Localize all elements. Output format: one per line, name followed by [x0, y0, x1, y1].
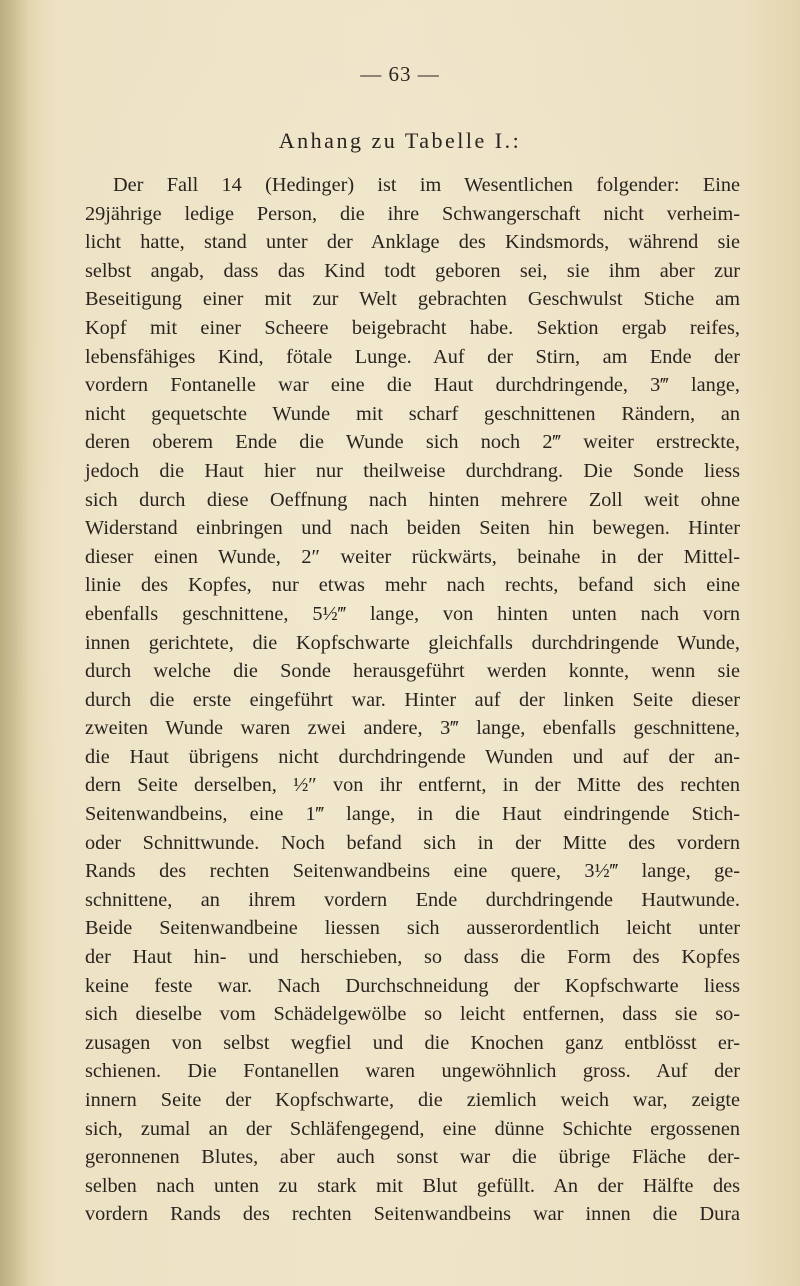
text-line: vordern Fontanelle war eine die Haut durchdringende, 3‴ lange,: [85, 374, 740, 397]
text-line: nicht gequetschte Wunde mit scharf geschnittenen Rändern, an: [85, 402, 740, 425]
text-line: dieser einen Wunde, 2″ weiter rückwärts, beinahe in der Mittel-: [85, 545, 740, 568]
text-line: deren oberem Ende die Wunde sich noch 2‴ weiter erstreckte,: [85, 431, 740, 454]
text-line: selbst angab, dass das Kind todt geboren sei, sie ihm aber zur: [85, 259, 740, 282]
text-line: die Haut übrigens nicht durchdringende Wunden und auf der an-: [85, 745, 740, 768]
text-line: der Haut hin- und herschieben, so dass die Form des Kopfes: [85, 946, 740, 969]
page-number: — 63 —: [360, 62, 440, 86]
text-line: linie des Kopfes, nur etwas mehr nach rechts, befand sich eine: [85, 574, 740, 597]
text-line: durch die erste eingeführt war. Hinter auf der linken Seite dieser: [85, 688, 740, 711]
section-heading: Anhang zu Tabelle I.:: [278, 128, 522, 153]
text-line: schienen. Die Fontanellen waren ungewöhnlich gross. Auf der: [85, 1060, 740, 1083]
text-line: Kopf mit einer Scheere beigebracht habe. Sektion ergab reifes,: [85, 316, 740, 339]
text-line: dern Seite derselben, ½″ von ihr entfernt, in der Mitte des rechten: [85, 774, 740, 797]
text-line: selben nach unten zu stark mit Blut gefüllt. An der Hälfte des: [85, 1174, 740, 1197]
text-line: Der Fall 14 (Hedinger) ist im Wesentlichen folgender: Eine: [113, 174, 740, 196]
text-line: sich durch diese Oeffnung nach hinten mehrere Zoll weit ohne: [85, 488, 740, 511]
text-line: vordern Rands des rechten Seitenwandbeins war innen die Dura: [85, 1203, 740, 1226]
text-line: durch welche die Sonde herausgeführt werden konnte, wenn sie: [85, 660, 740, 683]
text-line: 29jährige ledige Person, die ihre Schwangerschaft nicht verheim-: [85, 202, 740, 225]
text-line: Seitenwandbeins, eine 1‴ lange, in die Haut eindringende Stich-: [85, 803, 740, 826]
text-line: ebenfalls geschnittene, 5½‴ lange, von hinten unten nach vorn: [85, 602, 740, 625]
text-line: Widerstand einbringen und nach beiden Seiten hin bewegen. Hinter: [85, 517, 740, 540]
text-line: Beide Seitenwandbeine liessen sich ausserordentlich leicht unter: [85, 917, 740, 940]
text-line: oder Schnittwunde. Noch befand sich in der Mitte des vordern: [85, 831, 740, 854]
text-line: geronnenen Blutes, aber auch sonst war die übrige Fläche der-: [85, 1146, 740, 1169]
text-line: keine feste war. Nach Durchschneidung der Kopfschwarte liess: [85, 974, 740, 997]
text-line: Rands des rechten Seitenwandbeins eine quere, 3½‴ lange, ge-: [85, 860, 740, 883]
text-line: lebensfähiges Kind, fötale Lunge. Auf der Stirn, am Ende der: [85, 345, 740, 368]
text-line: schnittene, an ihrem vordern Ende durchdringende Hautwunde.: [85, 888, 740, 911]
body-paragraph: [85, 171, 740, 1229]
book-spine-shadow: [0, 0, 40, 1286]
text-line: innern Seite der Kopfschwarte, die ziemlich weich war, zeigte: [85, 1089, 740, 1111]
text-line: jedoch die Haut hier nur theilweise durchdrang. Die Sonde liess: [85, 459, 740, 482]
text-line: innen gerichtete, die Kopfschwarte gleichfalls durchdringende Wunde,: [85, 631, 740, 654]
text-line: Beseitigung einer mit zur Welt gebrachten Geschwulst Stiche am: [85, 288, 740, 311]
text-line: licht hatte, stand unter der Anklage des Kindsmords, während sie: [85, 231, 740, 254]
text-line: sich dieselbe vom Schädelgewölbe so leicht entfernen, dass sie so-: [85, 1003, 740, 1026]
text-line: sich, zumal an der Schläfengegend, eine dünne Schichte ergossenen: [85, 1117, 740, 1140]
text-line: zweiten Wunde waren zwei andere, 3‴ lange, ebenfalls geschnittene,: [85, 717, 740, 740]
text-line: zusagen von selbst wegfiel und die Knochen ganz entblösst er-: [85, 1031, 740, 1054]
